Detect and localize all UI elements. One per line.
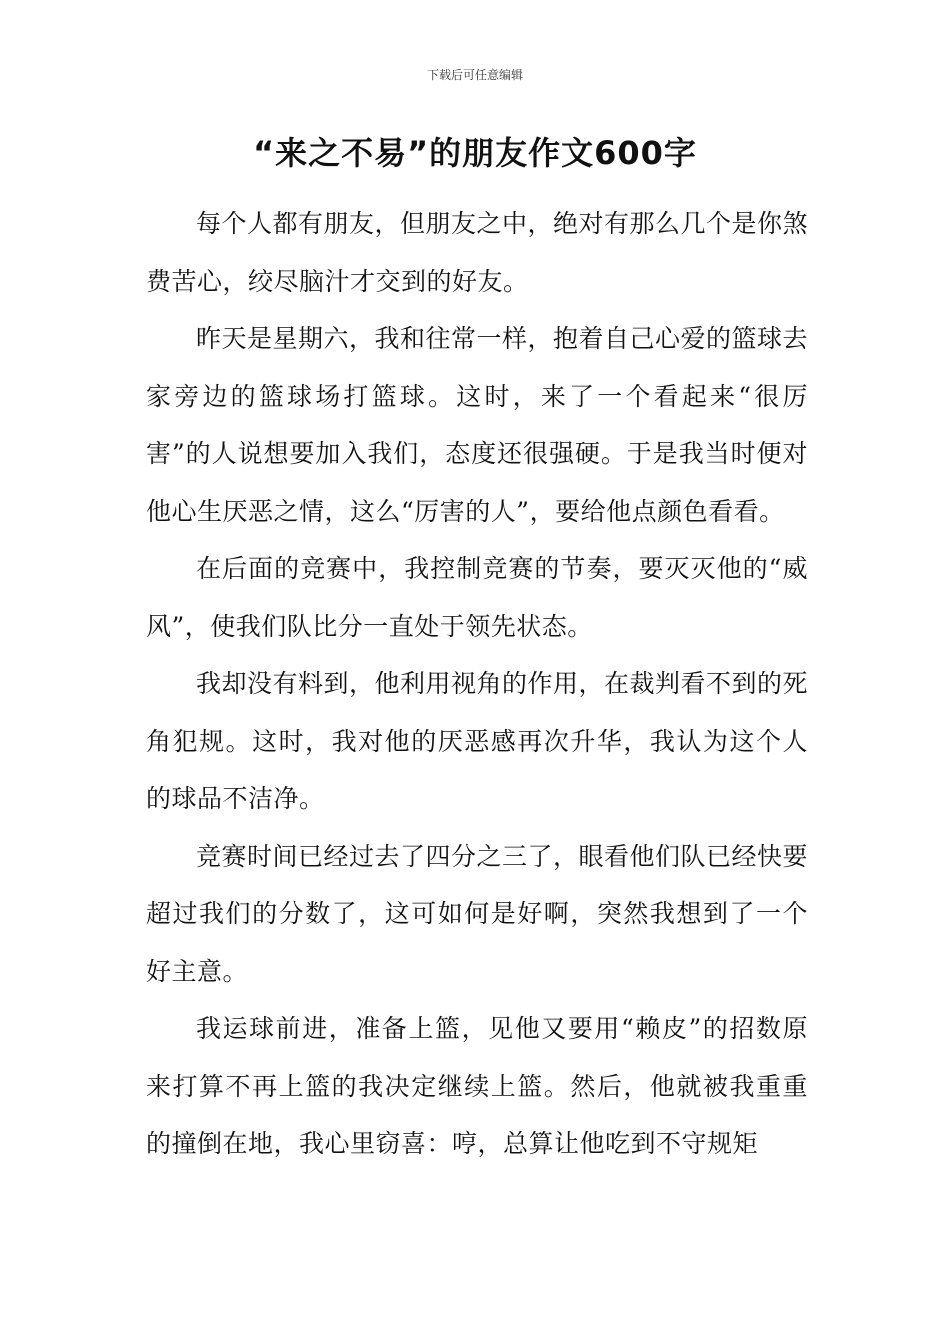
paragraph: 竞赛时间已经过去了四分之三了，眼看他们队已经快要超过我们的分数了，这可如何是好啊，突然我想到了一个好主意。 xyxy=(146,841,809,986)
paragraph: 我却没有料到，他利用视角的作用，在裁判看不到的死角犯规。这时，我对他的厌恶感再次升华，我认为这个人的球品不洁净。 xyxy=(146,669,809,813)
paragraph: 昨天是星期六，我和往常一样，抱着自己心爱的篮球去家旁边的篮球场打篮球。这时，来了一个看起来“很厉害”的人说想要加入我们，态度还很强硬。于是我当时便对他心生厌恶之情，这么“厉害的人”，要给他点颜色看看。 xyxy=(146,324,809,526)
paragraph: 在后面的竞赛中，我控制竞赛的节奏，要灭灭他的“威风”，使我们队比分一直处于领先状态。 xyxy=(146,554,808,641)
paragraph: 每个人都有朋友，但朋友之中，绝对有那么几个是你煞费苦心，绞尽脑汁才交到的好友。 xyxy=(146,209,809,296)
header-note: 下载后可任意编辑 xyxy=(426,68,523,82)
paragraph: 我运球前进，准备上篮，见他又要用“赖皮”的招数原来打算不再上篮的我决定继续上篮。然后，他就被我重重的撞倒在地，我心里窃喜：哼，总算让他吃到不守规矩 xyxy=(146,1014,808,1158)
page-title: “来之不易”的朋友作文600字 xyxy=(253,134,697,172)
article-body xyxy=(146,195,808,1173)
